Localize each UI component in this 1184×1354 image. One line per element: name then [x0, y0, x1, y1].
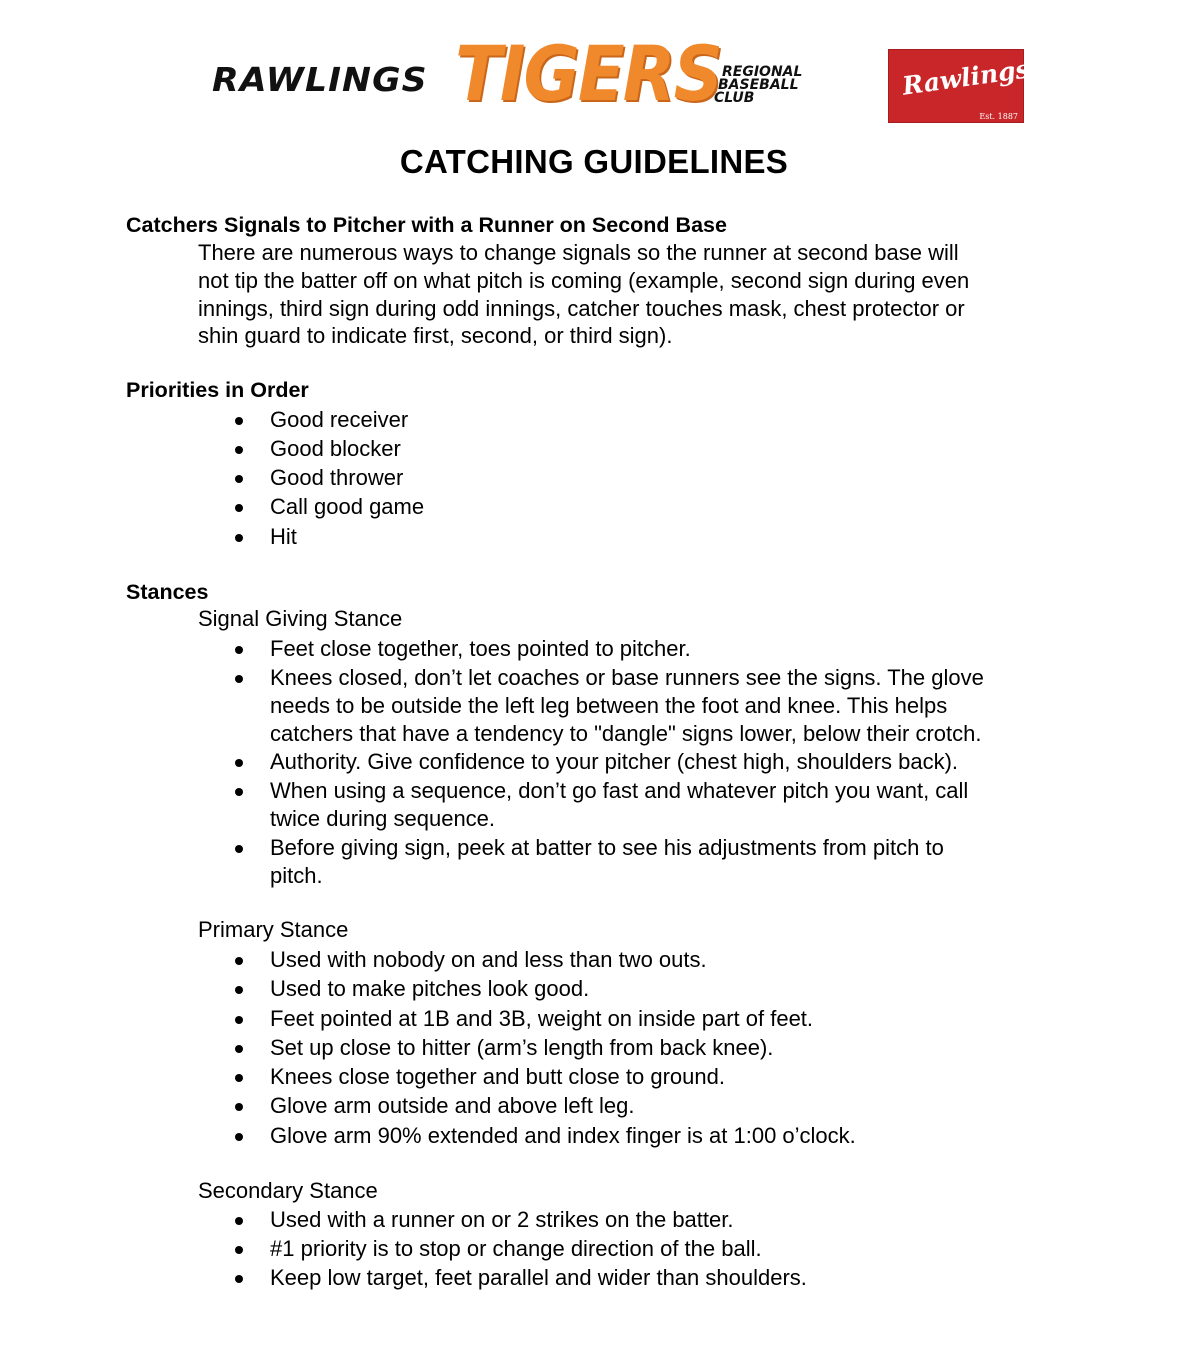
bullet-icon [235, 845, 243, 853]
section-heading-stances: Stances [126, 580, 209, 604]
bullet-icon [235, 646, 243, 654]
list-item-continuation: twice during sequence. [270, 806, 496, 831]
list-item: Before giving sign, peek at batter to see his adjustments from pitch to [270, 835, 944, 860]
bullet-icon [235, 1133, 243, 1141]
sub-heading-primary: Primary Stance [198, 917, 349, 942]
list-item: #1 priority is to stop or change direction of the ball. [270, 1236, 762, 1261]
badge-established: Est. 1887 [979, 112, 1018, 121]
paragraph-line: shin guard to indicate first, second, or third sign). [198, 323, 673, 348]
paragraph-line: not tip the batter off on what pitch is coming (example, second sign during even [198, 268, 970, 293]
badge-script: Rawlings [900, 54, 1032, 101]
page-title: CATCHING GUIDELINES [399, 143, 789, 180]
list-item: Knees close together and butt close to ground. [270, 1064, 725, 1089]
sub-heading-signal-giving: Signal Giving Stance [198, 606, 403, 631]
paragraph-line: innings, third sign during odd innings, catcher touches mask, chest protector or [198, 296, 965, 321]
club-wordmark-line: CLUB [714, 90, 755, 106]
bullet-icon [235, 475, 243, 483]
bullet-icon [235, 1275, 243, 1283]
list-item: Used with a runner on or 2 strikes on the batter. [270, 1207, 734, 1232]
list-item: Glove arm 90% extended and index finger is at 1:00 o’clock. [270, 1123, 856, 1148]
list-item-continuation: pitch. [270, 863, 323, 888]
bullet-icon [235, 675, 243, 683]
bullet-icon [235, 1217, 243, 1225]
list-item: Good blocker [270, 436, 401, 461]
list-item: Keep low target, feet parallel and wider than shoulders. [270, 1265, 807, 1290]
bullet-icon [235, 534, 243, 542]
club-wordmark [716, 66, 802, 105]
list-item-continuation: needs to be outside the left leg between the foot and knee. This helps [270, 693, 948, 718]
list-item: Glove arm outside and above left leg. [270, 1093, 635, 1118]
bullet-icon [235, 986, 243, 994]
bullet-icon [235, 417, 243, 425]
bullet-icon [235, 1074, 243, 1082]
bullet-icon [235, 957, 243, 965]
rawlings-badge-logo [888, 49, 1032, 123]
list-item: Used with nobody on and less than two outs. [270, 947, 707, 972]
list-item: Good receiver [270, 407, 409, 432]
list-item: Good thrower [270, 465, 404, 490]
tigers-wordmark: TIGERS [455, 29, 722, 118]
rawlings-wordmark: RAWLINGS [212, 60, 428, 99]
list-item: Call good game [270, 494, 425, 519]
list-item: Used to make pitches look good. [270, 976, 590, 1001]
section-heading-priorities: Priorities in Order [126, 378, 309, 402]
club-wordmark-line: REGIONAL [722, 64, 803, 80]
bullet-icon [235, 1016, 243, 1024]
list-item: Knees closed, don’t let coaches or base runners see the signs. The glove [270, 665, 984, 690]
paragraph-line: There are numerous ways to change signals so the runner at second base will [198, 240, 959, 265]
list-item: Set up close to hitter (arm’s length from back knee). [270, 1035, 774, 1060]
list-item: Feet close together, toes pointed to pitcher. [270, 636, 691, 661]
bullet-icon [235, 1045, 243, 1053]
letterhead [0, 0, 1184, 130]
list-item: Authority. Give confidence to your pitcher (chest high, shoulders back). [270, 749, 959, 774]
bullet-icon [235, 504, 243, 512]
sub-heading-secondary: Secondary Stance [198, 1178, 378, 1203]
list-item: Feet pointed at 1B and 3B, weight on inside part of feet. [270, 1006, 814, 1031]
bullet-icon [235, 446, 243, 454]
bullet-icon [235, 759, 243, 767]
club-wordmark-line: BASEBALL [718, 77, 799, 93]
bullet-icon [235, 1246, 243, 1254]
bullet-icon [235, 788, 243, 796]
list-item: When using a sequence, don’t go fast and whatever pitch you want, call [270, 778, 969, 803]
section-heading-signals: Catchers Signals to Pitcher with a Runner on Second Base [126, 213, 727, 237]
list-item-continuation: catchers that have a tendency to "dangle" signs lower, below their crotch. [270, 721, 982, 746]
list-item: Hit [270, 524, 297, 549]
bullet-icon [235, 1103, 243, 1111]
